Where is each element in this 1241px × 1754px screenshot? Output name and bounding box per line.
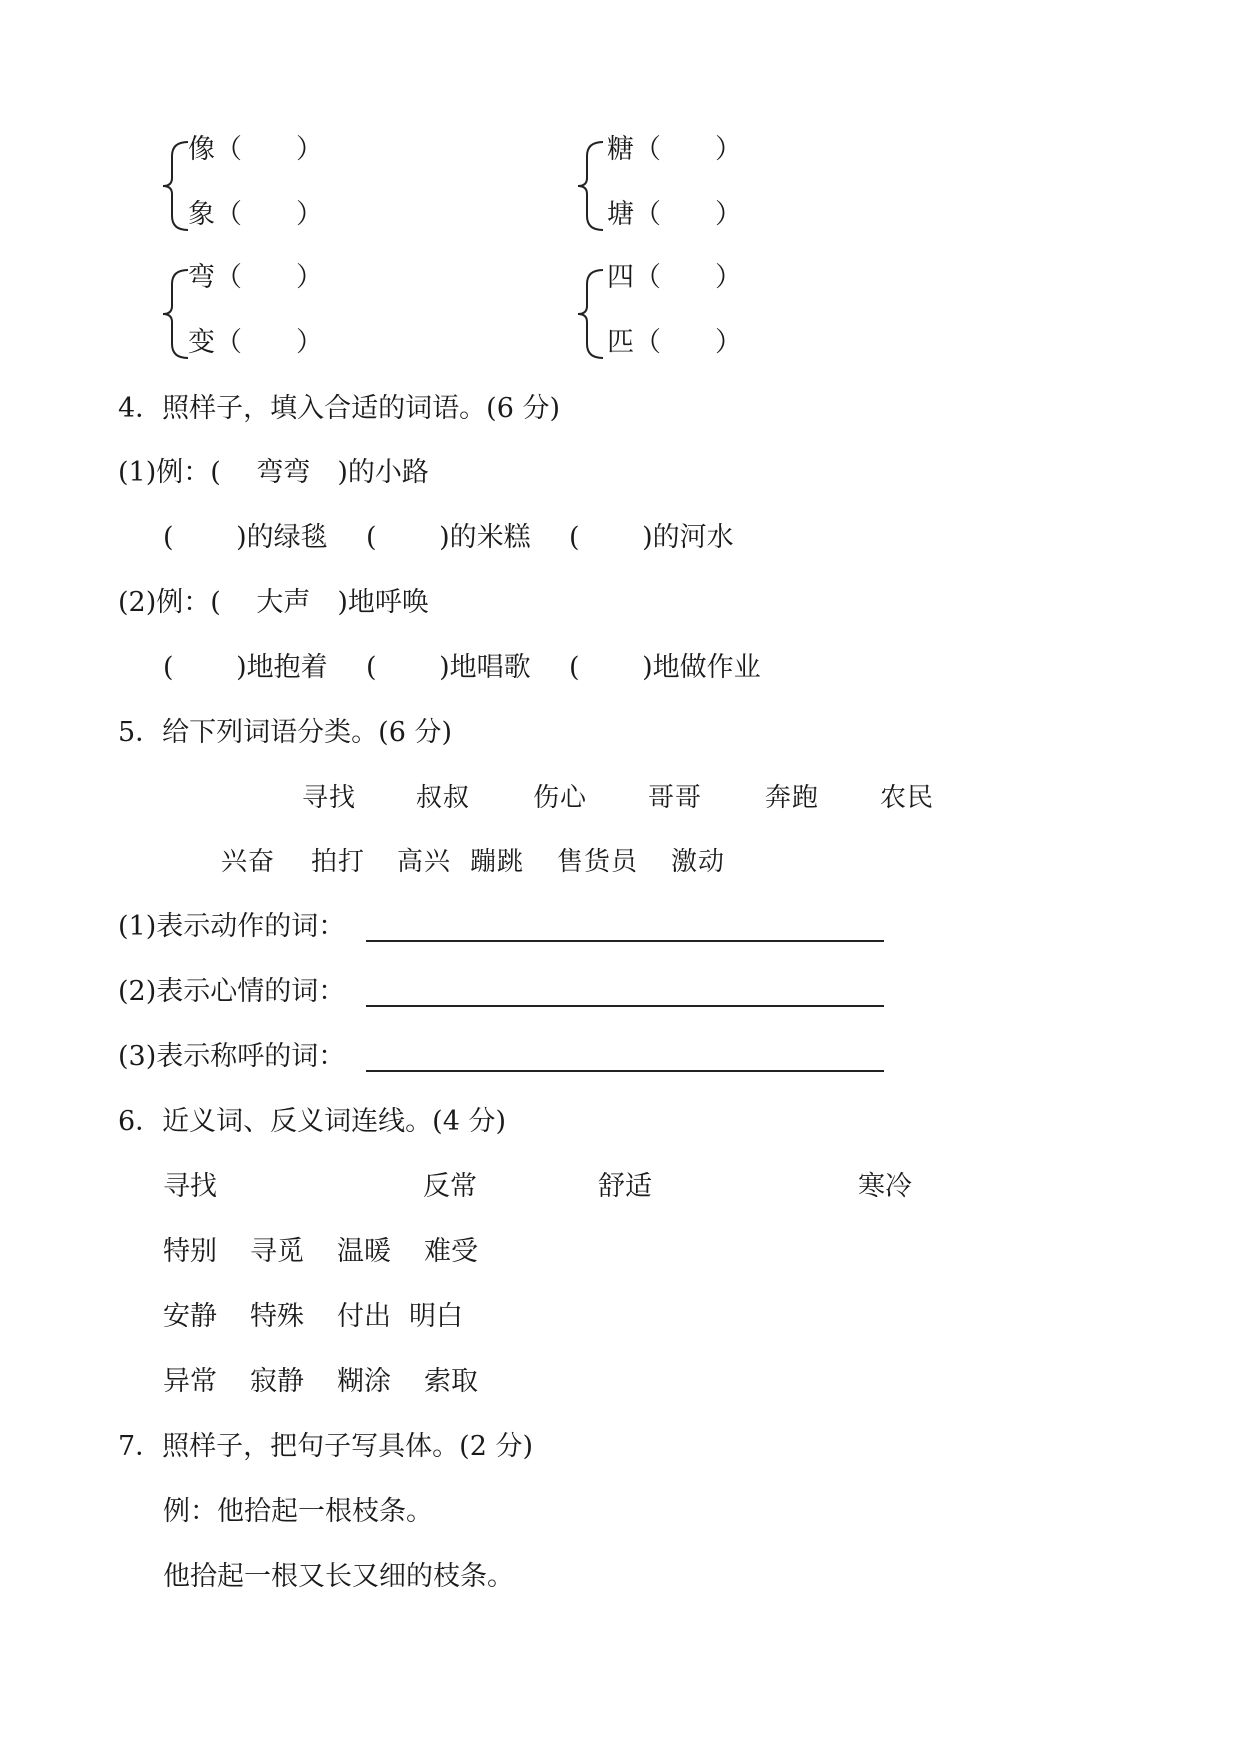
q6-option-word[interactable]: 难受 <box>424 1236 478 1267</box>
q3-pair-4-bottom: 匹（ ） <box>607 327 742 358</box>
q4-row1-item-2[interactable]: ( )的米糕 <box>366 522 531 553</box>
q4-row2-item-3[interactable]: ( )地做作业 <box>569 652 761 683</box>
q6-header-word[interactable]: 寒冷 <box>858 1171 912 1202</box>
q6-option-word[interactable]: 特殊 <box>250 1301 304 1332</box>
brace-icon <box>160 140 190 232</box>
q4-row2-item-1[interactable]: ( )地抱着 <box>163 652 328 683</box>
q6-option-word[interactable]: 特别 <box>163 1236 217 1267</box>
q6-title: 6．近义词、反义词连线。(4 分) <box>118 1106 507 1137</box>
q5-item-1-answer-line[interactable] <box>366 940 884 942</box>
q7-example: 例：他拾起一根枝条。 <box>163 1496 433 1527</box>
q6-header-word[interactable]: 舒适 <box>598 1171 652 1202</box>
q6-option-word[interactable]: 糊涂 <box>337 1366 391 1397</box>
q4-example-1: (1)例：( 弯弯 )的小路 <box>118 457 429 488</box>
q3-pair-3-bottom: 变（ ） <box>188 327 323 358</box>
q5-word: 高兴 <box>397 847 452 877</box>
q6-option-word[interactable]: 异常 <box>163 1366 217 1397</box>
q5-word: 奔跑 <box>765 783 820 813</box>
q5-word: 兴奋 <box>221 847 276 877</box>
q5-item-3-answer-line[interactable] <box>366 1070 884 1072</box>
brace-icon <box>575 268 605 360</box>
q6-option-word[interactable]: 索取 <box>424 1366 478 1397</box>
q3-pair-2-bottom: 塘（ ） <box>607 199 742 230</box>
q4-row1-item-3[interactable]: ( )的河水 <box>569 522 734 553</box>
q5-word: 拍打 <box>311 847 366 877</box>
q5-word: 哥哥 <box>648 783 703 813</box>
q5-word: 激动 <box>671 847 726 877</box>
q5-item-2-label: (2)表示心情的词： <box>118 976 346 1007</box>
q3-pair-1-bottom: 象（ ） <box>188 199 323 230</box>
q5-item-1-label: (1)表示动作的词： <box>118 911 346 942</box>
q6-header-word[interactable]: 反常 <box>423 1171 477 1202</box>
q3-pair-4-top: 四（ ） <box>607 262 742 293</box>
q6-option-word[interactable]: 付出 <box>337 1301 391 1332</box>
q6-option-word[interactable]: 寻觅 <box>250 1236 304 1267</box>
q6-option-word[interactable]: 温暖 <box>337 1236 391 1267</box>
q5-word: 售货员 <box>557 847 639 877</box>
q5-word: 蹦跳 <box>470 847 525 877</box>
q5-word: 伤心 <box>533 783 588 813</box>
brace-icon <box>575 140 605 232</box>
q5-word: 寻找 <box>302 783 357 813</box>
q7-expanded-sentence: 他拾起一根又长又细的枝条。 <box>163 1561 514 1592</box>
q6-header-word[interactable]: 寻找 <box>163 1171 217 1202</box>
q3-pair-3-top: 弯（ ） <box>188 262 323 293</box>
q4-title: 4．照样子，填入合适的词语。(6 分) <box>118 393 561 424</box>
q5-title: 5．给下列词语分类。(6 分) <box>118 717 453 748</box>
q6-option-word[interactable]: 安静 <box>163 1301 217 1332</box>
q6-option-word[interactable]: 寂静 <box>250 1366 304 1397</box>
q5-word: 叔叔 <box>416 783 471 813</box>
q3-pair-1-top: 像（ ） <box>188 134 323 165</box>
q4-example-2: (2)例：( 大声 )地呼唤 <box>118 587 429 618</box>
q4-row2-item-2[interactable]: ( )地唱歌 <box>366 652 531 683</box>
q5-item-2-answer-line[interactable] <box>366 1005 884 1007</box>
q7-title: 7．照样子，把句子写具体。(2 分) <box>118 1431 534 1462</box>
q3-pair-2-top: 糖（ ） <box>607 134 742 165</box>
brace-icon <box>160 268 190 360</box>
q6-option-word[interactable]: 明白 <box>409 1301 463 1332</box>
q4-row1-item-1[interactable]: ( )的绿毯 <box>163 522 328 553</box>
q5-item-3-label: (3)表示称呼的词： <box>118 1041 346 1072</box>
q5-word: 农民 <box>880 783 935 813</box>
